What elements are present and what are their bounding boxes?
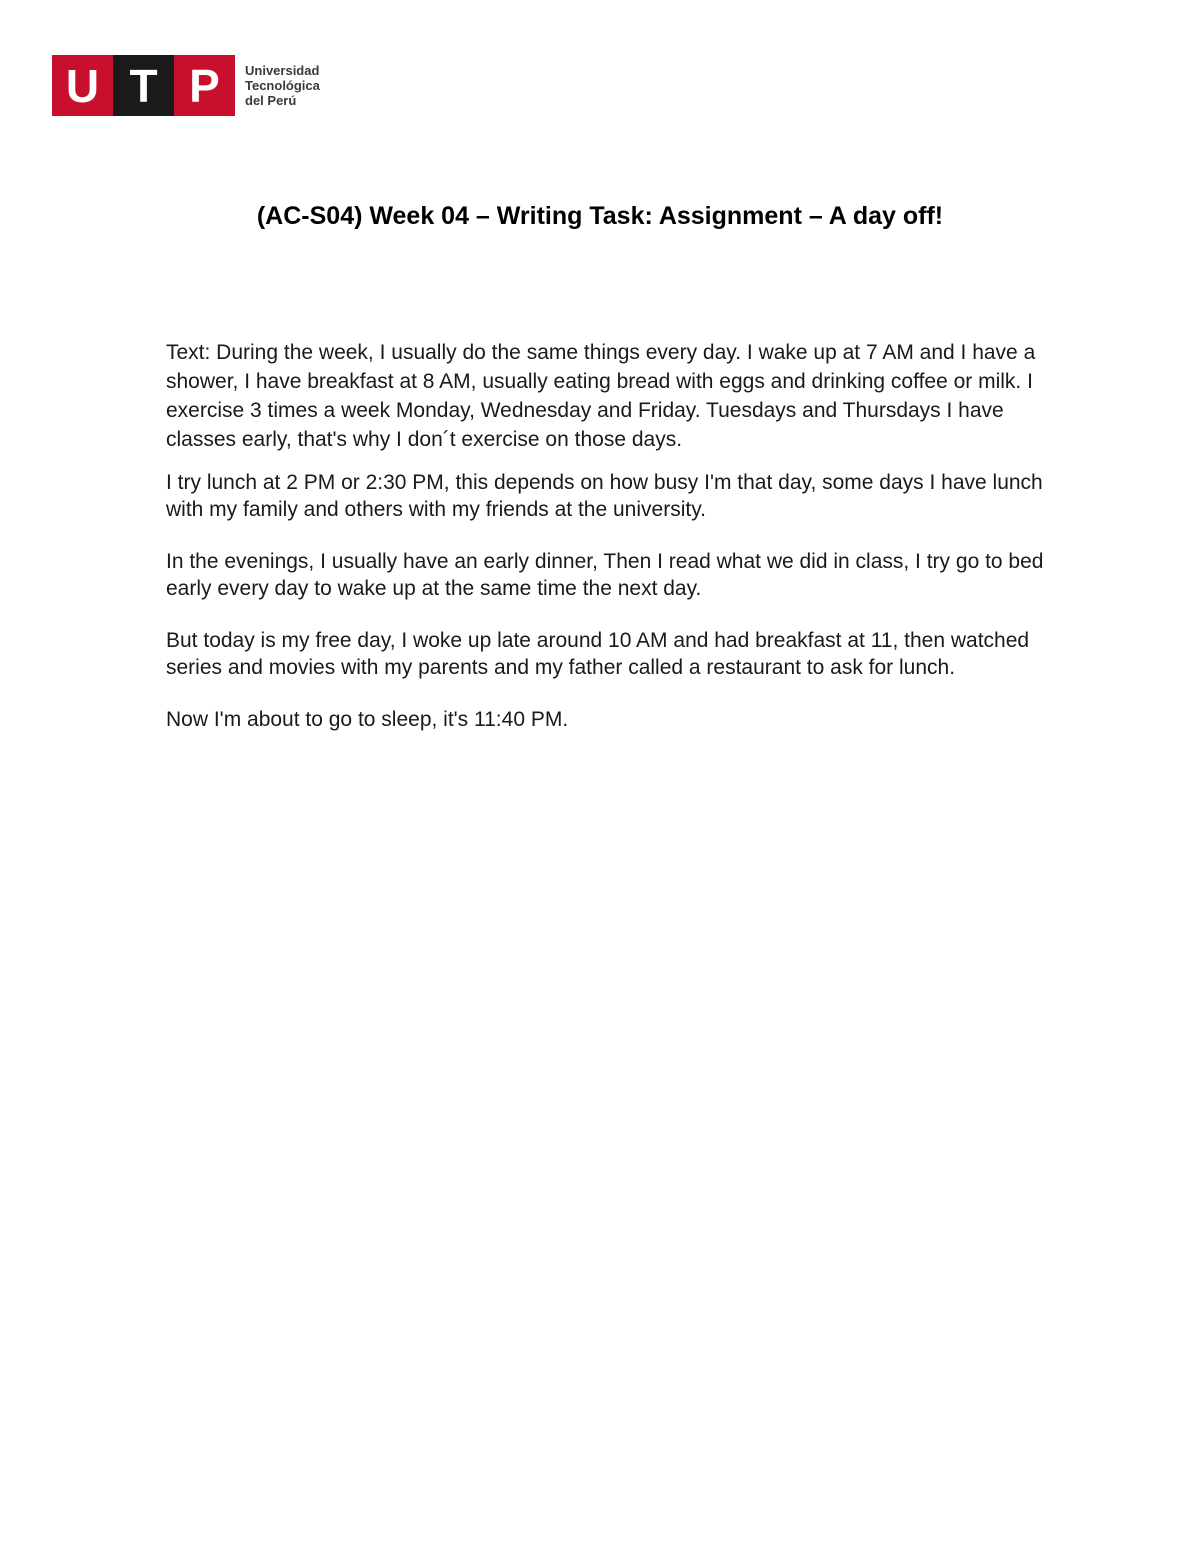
- paragraph-free-day: But today is my free day, I woke up late around 10 AM and had breakfast at 11, then watched series and movies with my parents and my father called a restaurant to ask for lunch.: [166, 629, 1030, 679]
- university-name-line-1: Universidad: [245, 63, 320, 78]
- university-name: [245, 63, 320, 108]
- paragraph-weekday-routine: Text: During the week, I usually do the same things every day. I wake up at 7 AM and I have a shower, I have breakfast at 8 AM, usually eating bread with eggs and drinking coffee or milk. I exercise 3 times a week Monday, Wednesday and Friday. Tuesdays and Thursdays I have classes early, that's why I don´t exercise on those days.: [166, 341, 1036, 451]
- logo-letter-p: P: [174, 55, 235, 116]
- utp-logo: [52, 55, 320, 116]
- university-name-line-2: Tecnológica: [245, 78, 320, 93]
- logo-letter-u: U: [52, 55, 113, 116]
- paragraph-lunch: I try lunch at 2 PM or 2:30 PM, this depends on how busy I'm that day, some days I have lunch with my family and others with my friends at the university.: [166, 471, 1043, 521]
- document-title: (AC-S04) Week 04 – Writing Task: Assignment – A day off!: [256, 202, 944, 230]
- utp-logo-mark: [52, 55, 235, 116]
- paragraph-evenings: In the evenings, I usually have an early dinner, Then I read what we did in class, I try go to bed early every day to wake up at the same time the next day.: [166, 550, 1044, 600]
- paragraph-closing: Now I'm about to go to sleep, it's 11:40 PM.: [166, 708, 569, 731]
- document-body: [166, 338, 1046, 733]
- university-name-line-3: del Perú: [245, 93, 297, 108]
- logo-letter-t: T: [113, 55, 174, 116]
